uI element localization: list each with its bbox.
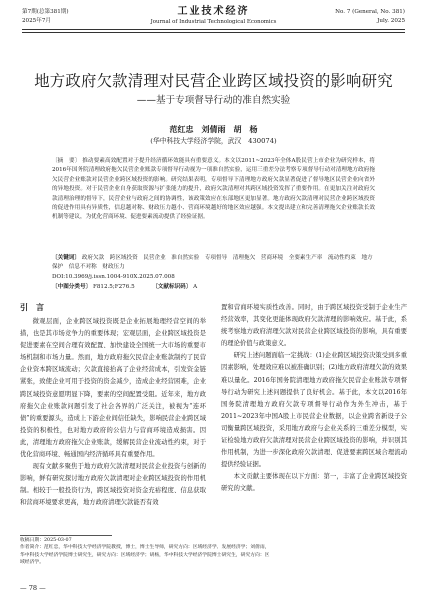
abstract: 〔摘 要〕 推动要素高效配置对于提升经济循环效能具有重要意义。本文以2011~2023年全体A股民营上市企业为研究样本，将2016年国务院清理政府拖欠民营企业账款专项督导行动视为一项准自然实验，运用三重差分法考察专项督导行动对清理地方政府拖欠民营企业账款对民营企业跨区域投资的影响。研究结果表明，专项督导下清理地方政府欠款显著促进了督导地区民营企业向省外的异地投资。对于民营企业自身获取资源与扩张能力的提升，政府欠款清理对其跨区域投资发挥了重要作用。在更加关注对政府欠款清理治理的督导下，民营企业与政府之间的协调性，该政策效应在东部地区更加显著。地方政府欠款清理对民营企业跨区域投资的促进作用具有异质性，信息越对称、财政压力越小、营商环境越好的地区效应越强。本文提出建立和完善清理拖欠企业账款长效机制等建议，为优化营商环境、促进要素流动提供了经验证据。	[52, 158, 375, 221]
author-list: 范红忠 刘倩雨 胡 杨	[169, 124, 258, 134]
page-number: — 78 —	[20, 584, 46, 592]
section-heading-introduction: 引 言	[20, 303, 44, 312]
doc-code-label: 〔文献标识码〕	[152, 284, 192, 290]
footnote-received-date: 收稿日期：2025-03-07	[20, 538, 72, 543]
issue-date-cn: 2025年7月	[22, 18, 51, 24]
article-subtitle: ——基于专项督导行动的准自然实验	[136, 95, 291, 106]
footnote-author-bio: 作者简介：范红忠，华中科技大学经济学院教授，博士，博士生导师，研究方向：区域经济学、发展经济学；刘倩雨，华中科技大学经济学院博士研究生，研究方向：区域经济学；胡杨，华中科技大学经济学院博士研究生，研究方向：区域经济学。	[20, 545, 270, 566]
issue-number-en: No. 7 (General, No. 381)	[335, 9, 405, 15]
right-column	[221, 302, 407, 496]
header-left	[22, 8, 69, 26]
journal-name-cn: 工业技术经济	[177, 6, 250, 17]
keywords-text: 政府欠款 跨区域投资 民营企业 准自然实验 专项督导 清理拖欠 营商环境 全要素生产率 流动性约束 地方保护 信息不对称 财政压力	[52, 255, 373, 271]
doi-line: DOI:10.3969/j.issn.1004-910X.2025.07.008	[52, 274, 175, 280]
clc-label: 〔中图分类号〕	[52, 284, 92, 290]
body-paragraph: 本文贡献主要体现在以下方面：第一，丰富了企业跨区域投资研究的文献。	[221, 473, 407, 493]
keywords-label: 〔关键词〕	[52, 255, 80, 261]
doc-code: A	[193, 284, 198, 290]
footnote-rule	[20, 535, 112, 536]
body-paragraph: 置和营商环境实质性改善。同时，由于跨区域投资受制于企业生产经营效率，其变化更能体现政府欠款清理的影响效应。基于此，系统考察地方政府清理欠款对民营企业跨区域投资的影响，具有重要的理论价值与政策意义。	[221, 304, 407, 348]
article-title: 地方政府欠款清理对民营企业跨区域投资的影响研究	[34, 72, 393, 90]
clc-code: F812.5;F276.5	[92, 284, 135, 290]
footnotes	[20, 537, 270, 567]
issue-number-cn: 第7期(总第381期)	[22, 9, 69, 15]
author-affiliation: (华中科技大学经济学院，武汉 430074)	[150, 137, 277, 145]
header-center	[120, 6, 307, 26]
header-rule-thin	[22, 32, 405, 33]
classification-line	[52, 283, 375, 292]
issue-date-en: July. 2025	[377, 18, 405, 24]
left-column	[20, 302, 206, 510]
header-right	[335, 8, 405, 26]
body-paragraph: 微观层面，企业跨区域投资既是企业拓展地理经营空间的举措，也是其市场竞争力的重要体现；宏观层面，企业跨区域投资是促进要素在空间合理有效配置、加快建设全国统一大市场的重要市场机制和市场力量。然而，地方政府拖欠民营企业账款制约了民营企业资本跨区域流动；欠款直接抬高了企业经营成本，引发资金链紧张，致使企业可用于投资的资金减少，造成企业经营困难，企业跨区域投资意愿明显下降，要素的空间配置受阻。近年来，地方政府拖欠企业账款问题引发了社会各界的广泛关注，被视为“连环债”的重要源头，造成上下游企业间信任缺失，影响民营企业跨区域投资的积极性，也对地方政府的公信力与营商环境造成损害。因此，清理地方政府拖欠企业账款，缓解民营企业流动性约束，对于优化营商环境、畅通国内经济循环具有重要作用。	[20, 318, 206, 459]
journal-name-en: Journal of Industrial Technological Economics	[150, 19, 277, 25]
keywords-block	[52, 254, 375, 273]
header-rule-thick	[22, 29, 405, 30]
body-paragraph: 研究上述问题面临一定挑战：(1)企业跨区域投资决策受到多重因素影响，处理效应难以被准确识别；(2)地方政府清理欠款的效果难以量化。2016年国务院清理地方政府拖欠民营企业账款专项督导行动为研究上述问题提供了良好机会。基于此，本文以2016年国务院清理地方政府欠款专项督导行动作为外生冲击，基于2011~2023年中国A股上市民营企业数据，以企业跨省新设子公司衡量跨区域投资，采用地方政府与企业关系的三重差分模型，实证检验地方政府欠款清理对民营企业跨区域投资的影响，并识别其作用机制，为进一步深化政府欠款清理、促进要素跨区域合理流动提供经验证据。	[221, 352, 407, 469]
body-paragraph: 现有文献多聚焦于地方政府欠款清理对民营企业投资与创新的影响，鲜有研究探讨地方政府欠款清理对企业跨区域投资的作用机制。相较于一般投资行为，跨区域投资对资金充裕程度、信息获取和营商环境要求更高，地方政府清理欠款能否有效	[20, 463, 206, 507]
